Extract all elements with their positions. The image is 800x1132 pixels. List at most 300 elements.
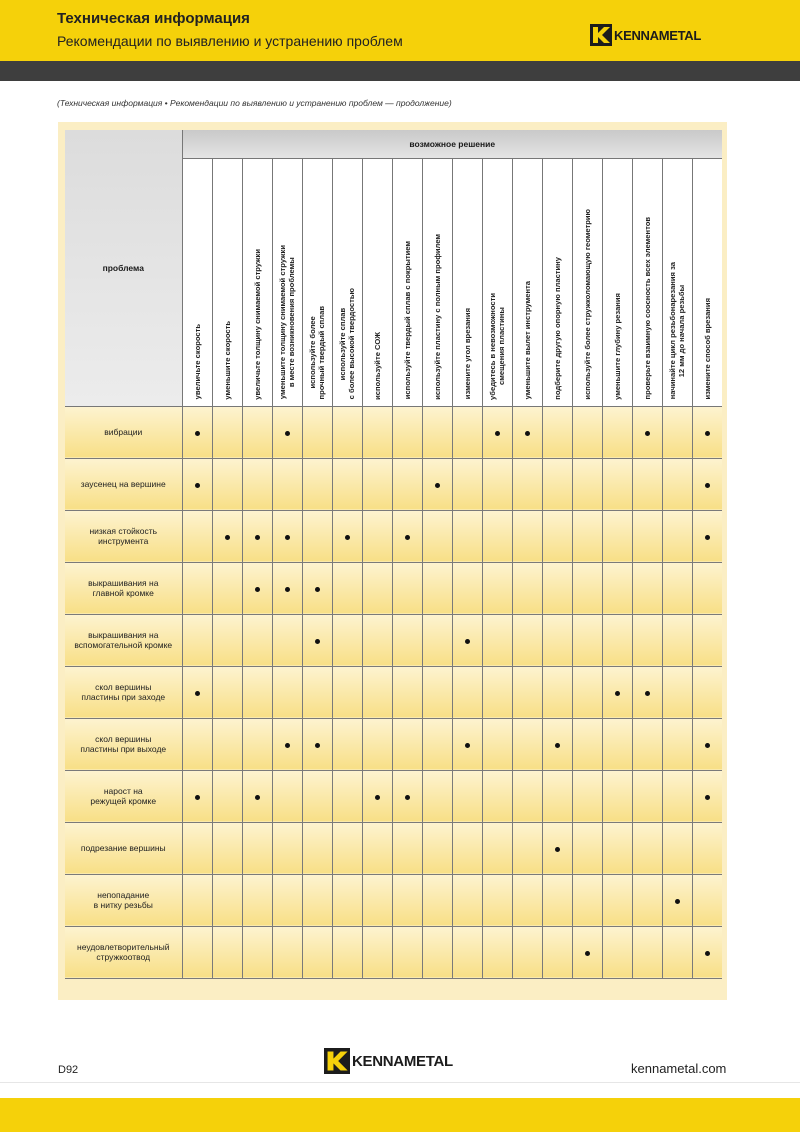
solution-label: подберите другую опорную пластину	[552, 256, 562, 400]
solution-column-header	[242, 158, 272, 406]
solution-cell	[482, 666, 512, 718]
solution-cell	[362, 926, 392, 978]
recommendation-dot-icon	[465, 743, 470, 748]
solution-cell	[602, 822, 632, 874]
solution-cell	[302, 770, 332, 822]
recommendation-dot-icon	[255, 795, 260, 800]
solution-column-header	[692, 158, 722, 406]
solution-cell	[362, 458, 392, 510]
solution-cell	[482, 926, 512, 978]
solution-cell	[452, 614, 482, 666]
kennametal-logo-footer	[324, 1048, 453, 1074]
solution-cell	[572, 666, 602, 718]
solution-cell	[392, 666, 422, 718]
solution-column-header	[212, 158, 242, 406]
solution-cell	[662, 562, 692, 614]
solution-cell	[212, 614, 242, 666]
solution-cell	[542, 562, 572, 614]
table-row	[65, 614, 722, 666]
solution-cell	[332, 510, 362, 562]
solution-cell	[692, 718, 722, 770]
solution-label: используйте более стружколомающую геометрию	[582, 208, 592, 400]
solution-label: уменьшите скорость	[222, 320, 232, 400]
solution-cell	[212, 926, 242, 978]
solution-cell	[332, 458, 362, 510]
solution-label: используйте твердый сплав с покрытием	[402, 241, 412, 400]
recommendation-dot-icon	[315, 743, 320, 748]
solution-cell	[692, 926, 722, 978]
solution-cell	[482, 458, 512, 510]
solution-cell	[572, 406, 602, 458]
recommendation-dot-icon	[645, 431, 650, 436]
solution-cell	[272, 874, 302, 926]
solution-cell	[602, 562, 632, 614]
solution-cell	[692, 510, 722, 562]
solution-label: убедитесь в невозможности смещения пластины	[488, 292, 506, 400]
solution-column-header	[182, 158, 212, 406]
solution-cell	[212, 406, 242, 458]
solution-cell	[632, 874, 662, 926]
solution-cell	[482, 406, 512, 458]
solution-cell	[212, 874, 242, 926]
solution-cell	[482, 822, 512, 874]
recommendation-dot-icon	[225, 535, 230, 540]
recommendation-dot-icon	[705, 743, 710, 748]
continuation-note: (Техническая информация • Рекомендации по выявлению и устранению проблем — продолжение)	[57, 98, 452, 108]
solution-cell	[572, 458, 602, 510]
solution-cell	[392, 458, 422, 510]
solution-cell	[602, 614, 632, 666]
solution-cell	[512, 666, 542, 718]
solution-cell	[662, 458, 692, 510]
solution-cell	[392, 770, 422, 822]
solution-cell	[332, 822, 362, 874]
solution-cell	[542, 822, 572, 874]
recommendation-dot-icon	[345, 535, 350, 540]
recommendation-dot-icon	[255, 535, 260, 540]
brand-wordmark: KENNAMETAL	[614, 27, 702, 43]
solution-cell	[572, 874, 602, 926]
solution-cell	[512, 926, 542, 978]
solution-label: уменьшите вылет инструмента	[522, 281, 532, 400]
solution-cell	[242, 718, 272, 770]
problem-cell: выкрашивания на вспомогательной кромке	[65, 614, 182, 666]
solution-cell	[272, 770, 302, 822]
solution-cell	[332, 874, 362, 926]
solution-cell	[572, 770, 602, 822]
solution-cell	[452, 562, 482, 614]
solution-cell	[662, 510, 692, 562]
solution-cell	[212, 770, 242, 822]
solution-cell	[602, 718, 632, 770]
solution-cell	[332, 770, 362, 822]
problem-cell: вибрации	[65, 406, 182, 458]
solution-cell	[512, 562, 542, 614]
solution-label: используйте пластину с полным профилем	[432, 233, 442, 400]
solution-cell	[572, 822, 602, 874]
solution-cell	[632, 406, 662, 458]
solution-cell	[542, 926, 572, 978]
kennametal-logo-header	[590, 24, 701, 46]
recommendation-dot-icon	[285, 535, 290, 540]
recommendation-dot-icon	[195, 691, 200, 696]
solution-cell	[632, 666, 662, 718]
solution-cell	[602, 406, 632, 458]
recommendation-dot-icon	[645, 691, 650, 696]
solution-cell	[302, 666, 332, 718]
recommendation-dot-icon	[195, 431, 200, 436]
solution-cell	[602, 926, 632, 978]
table-row	[65, 718, 722, 770]
solution-column-header	[272, 158, 302, 406]
solution-cell	[182, 770, 212, 822]
solution-column-header	[542, 158, 572, 406]
solution-cell	[182, 718, 212, 770]
solution-cell	[212, 822, 242, 874]
solution-cell	[212, 562, 242, 614]
solution-cell	[542, 666, 572, 718]
header-band	[0, 61, 800, 81]
solution-cell	[662, 666, 692, 718]
solution-cell	[392, 718, 422, 770]
recommendation-dot-icon	[195, 483, 200, 488]
table-row	[65, 458, 722, 510]
table-row	[65, 874, 722, 926]
solution-cell	[692, 666, 722, 718]
solution-cell	[242, 822, 272, 874]
solution-cell	[452, 458, 482, 510]
solution-cell	[542, 406, 572, 458]
solution-cell	[182, 874, 212, 926]
solution-column-header	[602, 158, 632, 406]
problem-header: проблема	[65, 130, 182, 406]
solution-cell	[362, 562, 392, 614]
solution-cell	[302, 614, 332, 666]
solution-cell	[212, 510, 242, 562]
troubleshooting-table	[65, 130, 722, 979]
solution-cell	[242, 666, 272, 718]
solution-cell	[452, 874, 482, 926]
solution-cell	[602, 666, 632, 718]
solution-cell	[272, 458, 302, 510]
solution-cell	[182, 926, 212, 978]
solution-label: измените угол врезания	[462, 308, 472, 400]
table-row	[65, 406, 722, 458]
recommendation-dot-icon	[315, 587, 320, 592]
solution-cell	[422, 718, 452, 770]
solution-cell	[482, 562, 512, 614]
problem-cell: скол вершины пластины при выходе	[65, 718, 182, 770]
solution-cell	[392, 406, 422, 458]
solution-cell	[182, 562, 212, 614]
solution-column-header	[632, 158, 662, 406]
solution-cell	[662, 718, 692, 770]
solution-cell	[632, 458, 662, 510]
solution-cell	[542, 874, 572, 926]
solution-cell	[272, 822, 302, 874]
solution-cell	[602, 510, 632, 562]
solution-cell	[392, 562, 422, 614]
solution-cell	[302, 926, 332, 978]
solution-cell	[422, 406, 452, 458]
recommendation-dot-icon	[705, 535, 710, 540]
solution-cell	[602, 874, 632, 926]
solution-cell	[692, 562, 722, 614]
website-link[interactable]: kennametal.com	[631, 1061, 727, 1076]
solution-cell	[632, 770, 662, 822]
solution-column-header	[392, 158, 422, 406]
solution-cell	[512, 770, 542, 822]
solution-cell	[242, 926, 272, 978]
recommendation-dot-icon	[195, 795, 200, 800]
solution-cell	[512, 510, 542, 562]
table-row	[65, 822, 722, 874]
solution-label: уменьшите толщину снимаемой стружки в месте возникновения проблемы	[278, 245, 296, 400]
solution-cell	[692, 614, 722, 666]
solution-cell	[692, 458, 722, 510]
solution-cell	[182, 510, 212, 562]
solution-cell	[632, 926, 662, 978]
solution-cell	[302, 458, 332, 510]
solution-cell	[692, 822, 722, 874]
solution-cell	[482, 874, 512, 926]
solution-cell	[392, 926, 422, 978]
solution-cell	[452, 718, 482, 770]
solution-label: используйте СОЖ	[372, 331, 382, 400]
solution-label: уменьшите глубину резания	[612, 292, 622, 400]
recommendation-dot-icon	[405, 795, 410, 800]
solution-cell	[662, 770, 692, 822]
solution-cell	[662, 614, 692, 666]
solution-label: используйте более прочный твердый сплав	[308, 305, 326, 400]
solution-cell	[542, 510, 572, 562]
solution-cell	[212, 458, 242, 510]
problem-rows	[65, 406, 722, 978]
solution-cell	[422, 614, 452, 666]
recommendation-dot-icon	[255, 587, 260, 592]
solution-cell	[662, 406, 692, 458]
solution-cell	[362, 822, 392, 874]
solution-cell	[242, 458, 272, 510]
solution-cell	[332, 614, 362, 666]
recommendation-dot-icon	[465, 639, 470, 644]
solution-cell	[482, 510, 512, 562]
problem-cell: скол вершины пластины при заходе	[65, 666, 182, 718]
table-row	[65, 510, 722, 562]
solution-cell	[422, 458, 452, 510]
solution-cell	[332, 926, 362, 978]
table-row	[65, 562, 722, 614]
solution-cell	[662, 926, 692, 978]
solution-cell	[182, 822, 212, 874]
solution-cell	[452, 406, 482, 458]
page-subtitle: Рекомендации по выявлению и устранению проблем	[57, 33, 403, 49]
solution-cell	[212, 718, 242, 770]
recommendation-dot-icon	[495, 431, 500, 436]
recommendation-dot-icon	[705, 431, 710, 436]
solution-cell	[482, 770, 512, 822]
solution-cell	[242, 406, 272, 458]
solution-cell	[692, 770, 722, 822]
recommendation-dot-icon	[615, 691, 620, 696]
solution-cell	[542, 718, 572, 770]
solution-cell	[422, 822, 452, 874]
solution-cell	[362, 874, 392, 926]
solution-cell	[332, 666, 362, 718]
problem-cell: непопадание в нитку резьбы	[65, 874, 182, 926]
problem-cell: выкрашивания на главной кромке	[65, 562, 182, 614]
solution-cell	[182, 666, 212, 718]
recommendation-dot-icon	[405, 535, 410, 540]
solution-column-header	[302, 158, 332, 406]
solution-cell	[362, 770, 392, 822]
solution-cell	[452, 822, 482, 874]
problem-cell: нарост на режущей кромке	[65, 770, 182, 822]
solution-cell	[662, 874, 692, 926]
solution-cell	[242, 562, 272, 614]
recommendation-dot-icon	[705, 795, 710, 800]
solution-cell	[452, 510, 482, 562]
solution-cell	[632, 614, 662, 666]
solution-cell	[452, 666, 482, 718]
problem-cell: неудовлетворительный стружкоотвод	[65, 926, 182, 978]
solution-column-header	[482, 158, 512, 406]
solution-cell	[572, 510, 602, 562]
recommendation-dot-icon	[285, 743, 290, 748]
solution-label: проверьте взаимную соосность всех элементов	[642, 217, 652, 400]
solution-cell	[272, 718, 302, 770]
solution-cell	[632, 822, 662, 874]
solution-cell	[692, 874, 722, 926]
solution-cell	[302, 406, 332, 458]
solution-cell	[602, 770, 632, 822]
solution-cell	[512, 822, 542, 874]
solution-cell	[422, 926, 452, 978]
solution-cell	[422, 770, 452, 822]
solution-cell	[272, 614, 302, 666]
solution-label: измените способ врезания	[702, 297, 712, 400]
page-number: D92	[58, 1064, 79, 1076]
solution-cell	[662, 822, 692, 874]
solution-cell	[572, 562, 602, 614]
solution-column-header	[332, 158, 362, 406]
table-row	[65, 770, 722, 822]
solution-cell	[632, 718, 662, 770]
solution-cell	[512, 406, 542, 458]
solution-cell	[392, 510, 422, 562]
solution-cell	[182, 406, 212, 458]
solution-label: увеличьте толщину снимаемой стружки	[252, 248, 262, 400]
solution-cell	[182, 458, 212, 510]
table-row	[65, 926, 722, 978]
problem-cell: заусенец на вершине	[65, 458, 182, 510]
solution-cell	[242, 874, 272, 926]
solution-cell	[362, 614, 392, 666]
solution-cell	[512, 458, 542, 510]
solution-cell	[362, 510, 392, 562]
solution-cell	[512, 614, 542, 666]
recommendation-dot-icon	[315, 639, 320, 644]
footer-divider	[0, 1082, 800, 1083]
solution-cell	[242, 614, 272, 666]
recommendation-dot-icon	[435, 483, 440, 488]
recommendation-dot-icon	[675, 899, 680, 904]
solution-cell	[332, 718, 362, 770]
solution-cell	[692, 406, 722, 458]
recommendation-dot-icon	[705, 951, 710, 956]
solution-cell	[332, 562, 362, 614]
solution-column-header	[572, 158, 602, 406]
brand-wordmark: KENNAMETAL	[352, 1052, 453, 1070]
solution-cell	[422, 874, 452, 926]
solution-cell	[212, 666, 242, 718]
recommendation-dot-icon	[375, 795, 380, 800]
solution-cell	[362, 406, 392, 458]
solution-column-header	[422, 158, 452, 406]
solution-column-header	[662, 158, 692, 406]
problem-cell: низкая стойкость инструмента	[65, 510, 182, 562]
solution-cell	[362, 666, 392, 718]
solution-column-header	[362, 158, 392, 406]
recommendation-dot-icon	[285, 431, 290, 436]
solution-cell	[302, 718, 332, 770]
solution-cell	[392, 822, 422, 874]
solution-cell	[332, 406, 362, 458]
solution-cell	[572, 718, 602, 770]
solution-header: возможное решение	[182, 130, 722, 158]
solution-cell	[512, 874, 542, 926]
solution-label: используйте сплав с более высокой твердостью	[338, 288, 356, 400]
solution-cell	[392, 614, 422, 666]
page-title: Техническая информация	[57, 10, 250, 27]
solution-cell	[302, 510, 332, 562]
solution-cell	[272, 406, 302, 458]
recommendation-dot-icon	[585, 951, 590, 956]
solution-cell	[482, 614, 512, 666]
solution-cell	[302, 562, 332, 614]
kennametal-k-icon	[590, 24, 612, 46]
solution-cell	[602, 458, 632, 510]
solution-cell	[242, 770, 272, 822]
solution-column-header	[512, 158, 542, 406]
solution-cell	[542, 458, 572, 510]
solution-cell	[542, 770, 572, 822]
solution-cell	[572, 926, 602, 978]
recommendation-dot-icon	[705, 483, 710, 488]
problem-cell: подрезание вершины	[65, 822, 182, 874]
solution-cell	[272, 666, 302, 718]
solution-cell	[422, 666, 452, 718]
solution-cell	[362, 718, 392, 770]
solution-label: начинайте цикл резьбонарезания за 12 мм до начала резьбы	[668, 262, 686, 400]
solution-cell	[572, 614, 602, 666]
table-row	[65, 666, 722, 718]
solution-cell	[452, 770, 482, 822]
footer-band	[0, 1098, 800, 1132]
solution-column-header	[452, 158, 482, 406]
solution-cell	[302, 874, 332, 926]
solution-cell	[632, 562, 662, 614]
solution-cell	[632, 510, 662, 562]
solution-cell	[272, 926, 302, 978]
solution-cell	[422, 562, 452, 614]
solution-label: увеличьте скорость	[192, 324, 202, 400]
solution-cell	[272, 562, 302, 614]
recommendation-dot-icon	[525, 431, 530, 436]
solution-cell	[392, 874, 422, 926]
recommendation-dot-icon	[555, 743, 560, 748]
recommendation-dot-icon	[555, 847, 560, 852]
